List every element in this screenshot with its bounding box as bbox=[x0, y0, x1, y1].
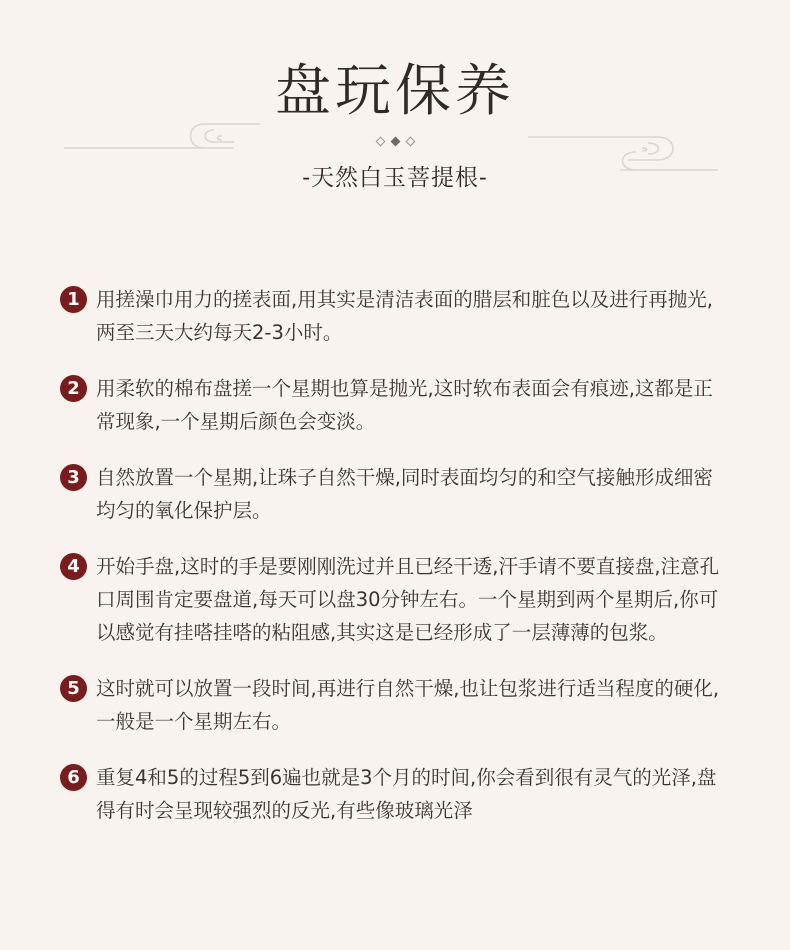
list-item bbox=[60, 461, 730, 527]
step-number-badge: 2 bbox=[60, 375, 87, 402]
page-title: 盘玩保养 bbox=[275, 59, 515, 124]
step-number-badge: 6 bbox=[60, 764, 87, 791]
step-text: 用搓澡巾用力的搓表面,用其实是清洁表面的腊层和脏色以及进行再抛光,两至三天大约每天2-3小时。 bbox=[96, 288, 713, 344]
step-number-badge: 3 bbox=[60, 464, 87, 491]
list-item bbox=[60, 283, 730, 349]
diamond-outline-icon bbox=[405, 137, 415, 147]
step-text: 自然放置一个星期,让珠子自然干燥,同时表面均匀的和空气接触形成细密均匀的氧化保护层。 bbox=[96, 466, 713, 522]
list-item bbox=[60, 761, 730, 827]
list-item bbox=[60, 550, 730, 649]
diamond-outline-icon bbox=[375, 137, 385, 147]
step-number-badge: 4 bbox=[60, 553, 87, 580]
page-subtitle: -天然白玉菩提根- bbox=[302, 165, 488, 191]
step-text: 开始手盘,这时的手是要刚刚洗过并且已经干透,汗手请不要直接盘,注意孔口周围肯定要盘道,每天可以盘30分钟左右。一个星期到两个星期后,你可以感觉有挂嗒挂嗒的粘阻感,其实这是已经形成了一层薄薄的包浆。 bbox=[96, 555, 720, 644]
step-number-badge: 1 bbox=[60, 286, 87, 313]
list-item bbox=[60, 372, 730, 438]
diamond-filled-icon bbox=[390, 137, 400, 147]
step-text: 这时就可以放置一段时间,再进行自然干燥,也让包浆进行适当程度的硬化,一般是一个星期左右。 bbox=[96, 677, 720, 733]
step-text: 重复4和5的过程5到6遍也就是3个月的时间,你会看到很有灵气的光泽,盘得有时会呈现较强烈的反光,有些像玻璃光泽 bbox=[96, 766, 717, 822]
step-number-badge: 5 bbox=[60, 675, 87, 702]
list-item bbox=[60, 672, 730, 738]
steps-list bbox=[60, 283, 730, 827]
step-text: 用柔软的棉布盘搓一个星期也算是抛光,这时软布表面会有痕迹,这都是正常现象,一个星期后颜色会变淡。 bbox=[96, 377, 713, 433]
diamond-divider bbox=[0, 133, 790, 147]
